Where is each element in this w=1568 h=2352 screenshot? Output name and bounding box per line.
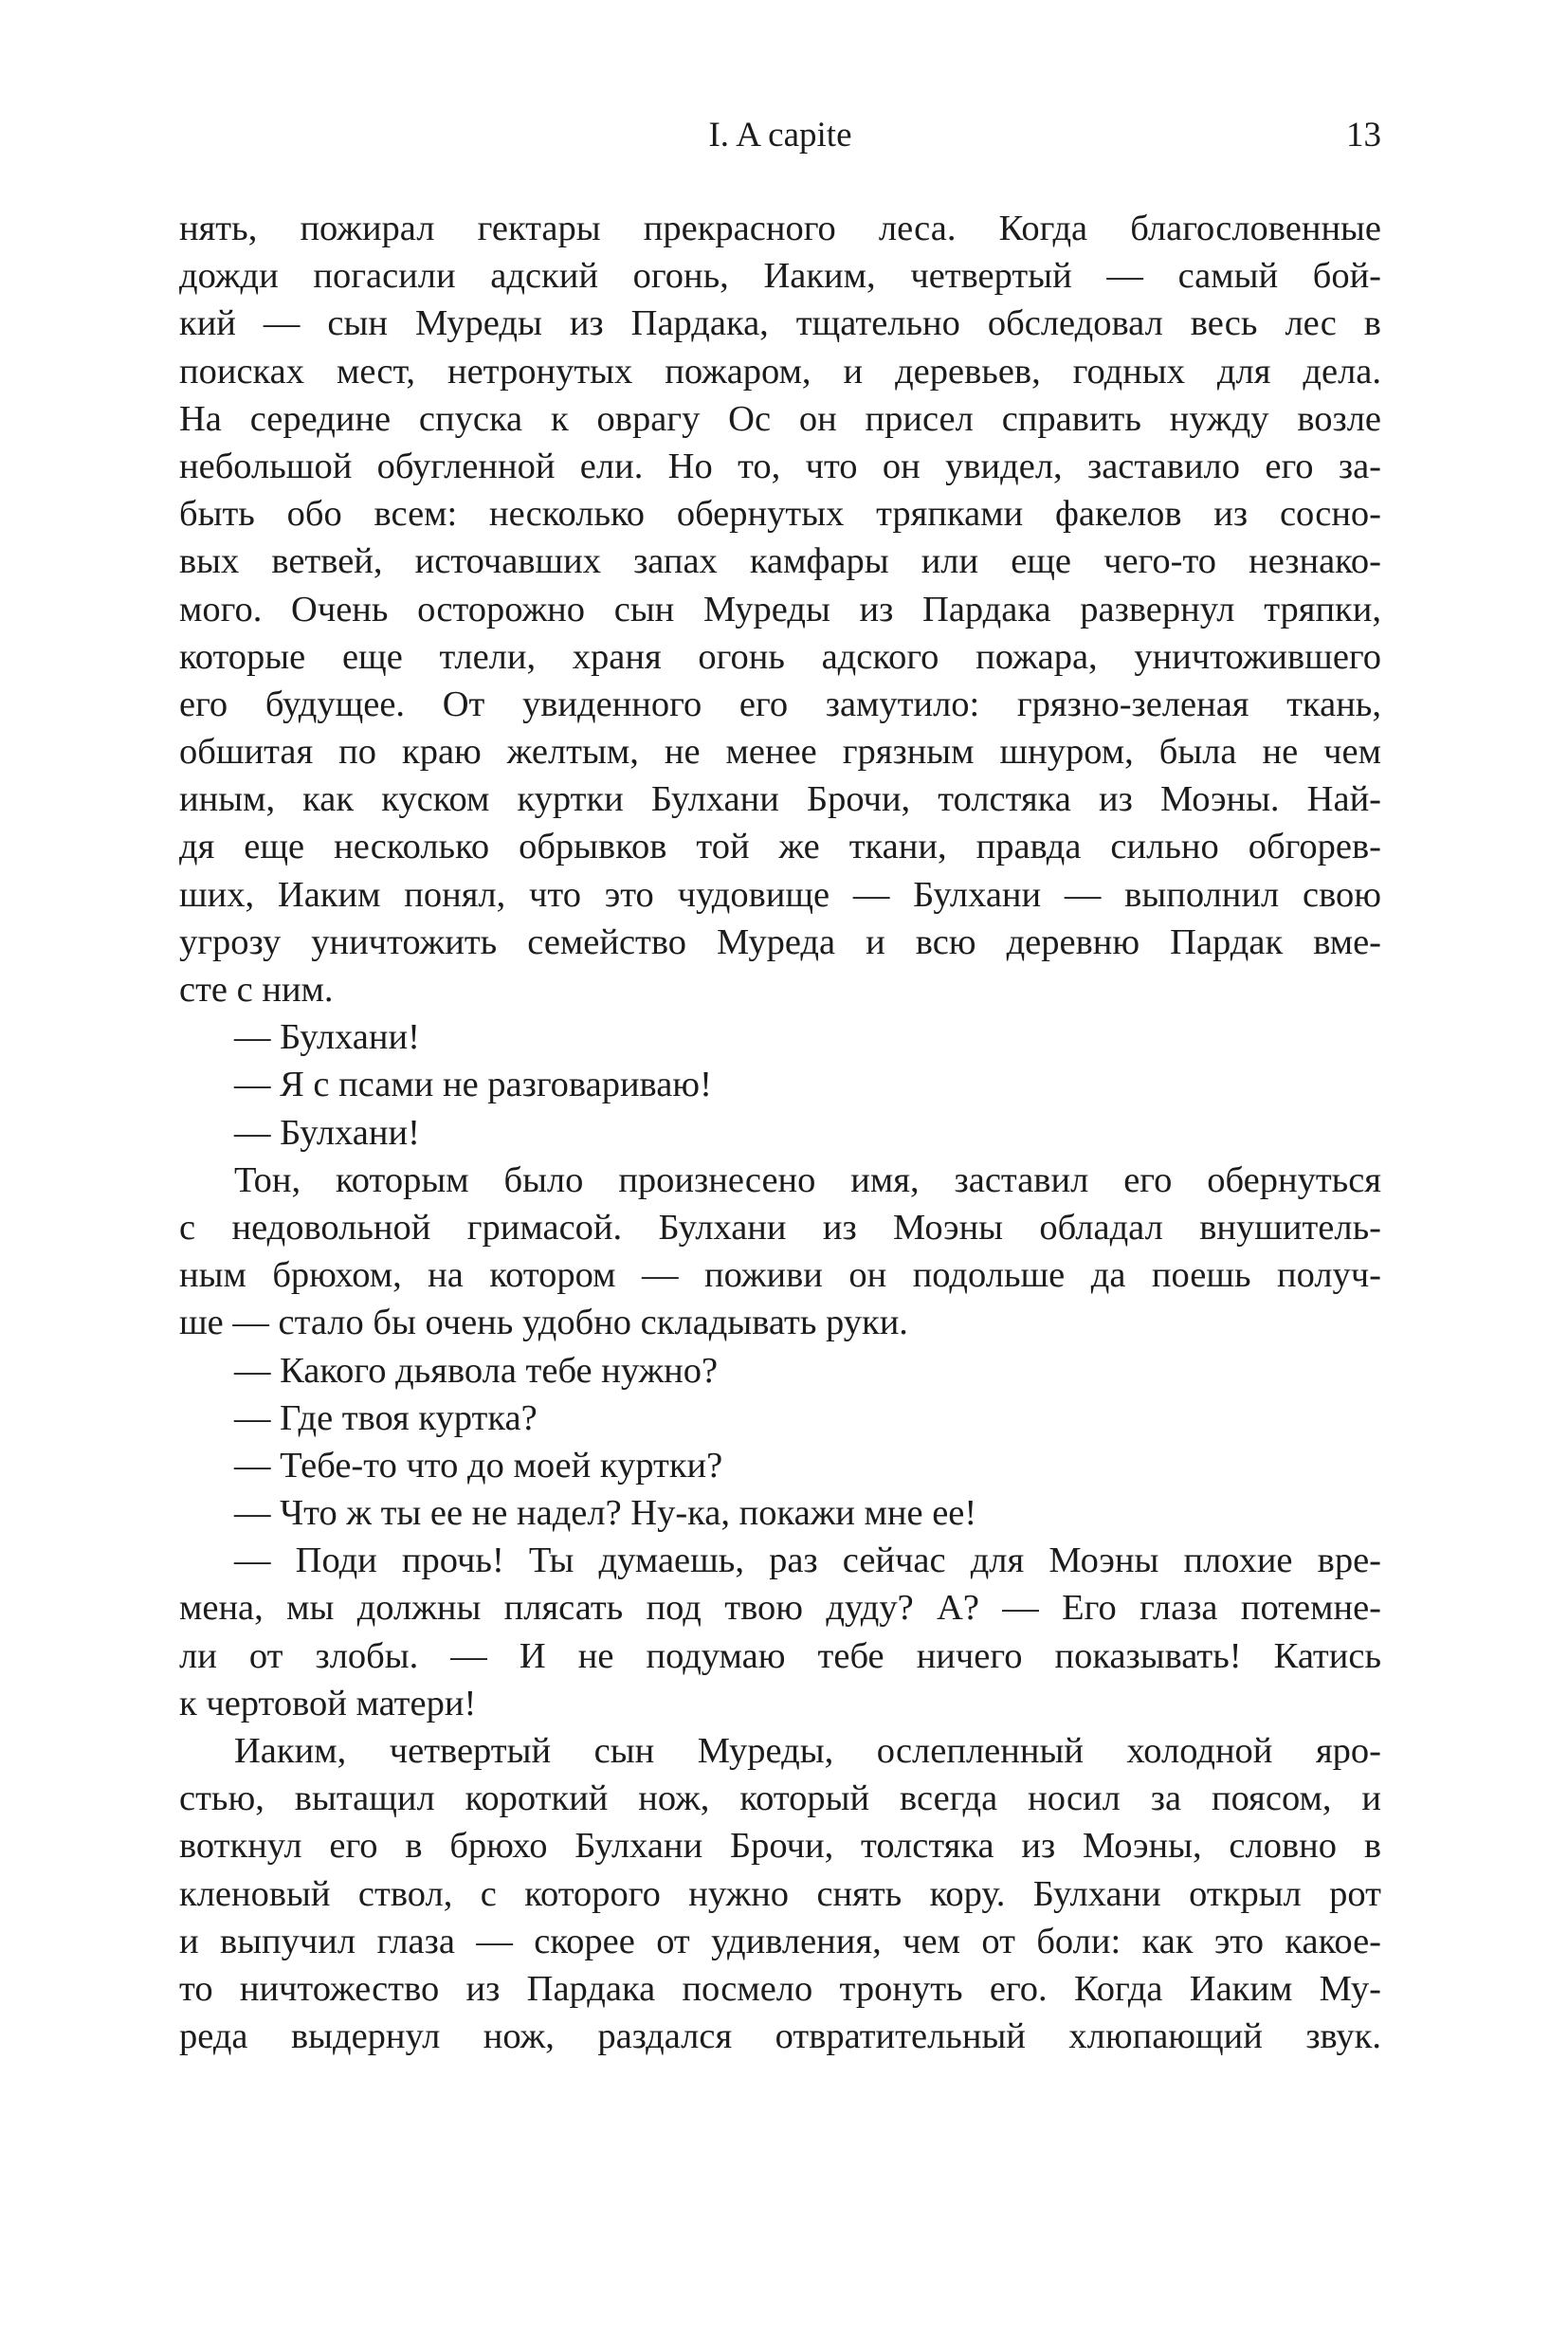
running-title: I. A capite bbox=[708, 116, 852, 155]
text-line: мена, мы должны плясать под твою дуду? А? — Его глаза потемне- bbox=[179, 1588, 1381, 1629]
text-line: ших, Иаким понял, что это чудовище — Булхани — выполнил свою bbox=[179, 874, 1381, 915]
text-line: быть обо всем: несколько обернутых тряпками факелов из сосно- bbox=[179, 494, 1381, 535]
text-line: На середине спуска к оврагу Ос он присел справить нужду возле bbox=[179, 398, 1381, 439]
text-line: дя еще несколько обрывков той же ткани, правда сильно обгорев- bbox=[179, 827, 1381, 867]
text-line: с недовольной гримасой. Булхани из Моэны обладал внушитель- bbox=[179, 1207, 1381, 1248]
text-line: Тон, которым было произнесено имя, заставил его обернуться bbox=[234, 1159, 1381, 1200]
page-number: 13 bbox=[1346, 116, 1381, 155]
text-line: — Поди прочь! Ты думаешь, раз сейчас для Моэны плохие вре- bbox=[234, 1541, 1381, 1581]
text-line: нять, пожирал гектары прекрасного леса. Когда благословенные bbox=[179, 209, 1381, 248]
dialogue-line: — Где твоя куртка? bbox=[234, 1397, 538, 1438]
text-line: иным, как куском куртки Булхани Брочи, толстяка из Моэны. Най- bbox=[179, 779, 1381, 820]
text-line: ше — стало бы очень удобно складывать руки. bbox=[179, 1303, 908, 1343]
text-line: поисках мест, нетронутых пожаром, и деревьев, годных для дела. bbox=[179, 351, 1381, 392]
text-line: воткнул его в брюхо Булхани Брочи, толстяка из Моэны, словно в bbox=[179, 1826, 1381, 1867]
dialogue-line: — Какого дьявола тебе нужно? bbox=[234, 1350, 719, 1391]
text-line: угрозу уничтожить семейство Муреда и всю деревню Пардак вме- bbox=[179, 921, 1381, 962]
text-line: Иаким, четвертый сын Муреды, ослепленный холодной яро- bbox=[234, 1731, 1381, 1771]
dialogue-line: — Булхани! bbox=[234, 1017, 420, 1058]
text-line: мого. Очень осторожно сын Муреды из Пардака развернул тряпки, bbox=[179, 589, 1381, 629]
text-line: небольшой обугленной ели. Но то, что он увидел, заставило его за- bbox=[179, 446, 1381, 486]
text-line: и выпучил глаза — скорее от удивления, чем от боли: как это какое- bbox=[179, 1921, 1381, 1961]
text-line: кий — сын Муреды из Пардака, тщательно обследовал весь лес в bbox=[179, 303, 1381, 344]
text-line: то ничтожество из Пардака посмело тронуть его. Когда Иаким Му- bbox=[179, 1968, 1381, 2009]
dialogue-line: — Булхани! bbox=[234, 1112, 420, 1153]
text-line: к чертовой матери! bbox=[179, 1683, 477, 1723]
dialogue-line: — Я с псами не разговариваю! bbox=[234, 1065, 712, 1105]
text-line: его будущее. От увиденного его замутило: грязно-зеленая ткань, bbox=[179, 684, 1381, 724]
text-line: сте с ним. bbox=[179, 970, 334, 1010]
text-line: кленовый ствол, с которого нужно снять кору. Булхани открыл рот bbox=[179, 1873, 1381, 1914]
text-line: ли от злобы. — И не подумаю тебе ничего показывать! Катись bbox=[179, 1635, 1381, 1676]
dialogue-line: — Что ж ты ее не надел? Ну-ка, покажи мне ее! bbox=[234, 1493, 977, 1534]
text-line: обшитая по краю желтым, не менее грязным шнуром, была не чем bbox=[179, 732, 1381, 773]
text-line: вых ветвей, источавших запах камфары или еще чего-то незнако- bbox=[179, 541, 1381, 582]
body-text bbox=[179, 205, 1381, 2060]
text-line: стью, вытащил короткий нож, который всегда носил за поясом, и bbox=[179, 1778, 1381, 1819]
text-line: которые еще тлели, храня огонь адского пожара, уничтожившего bbox=[179, 636, 1381, 677]
text-line: дожди погасили адский огонь, Иаким, четвертый — самый бой- bbox=[179, 256, 1381, 297]
dialogue-line: — Тебе-то что до моей куртки? bbox=[234, 1445, 723, 1486]
text-line: реда выдернул нож, раздался отвратительный хлюпающий звук. bbox=[179, 2016, 1381, 2057]
running-head bbox=[179, 112, 1381, 159]
text-line: ным брюхом, на котором — поживи он подольше да поешь получ- bbox=[179, 1255, 1381, 1296]
